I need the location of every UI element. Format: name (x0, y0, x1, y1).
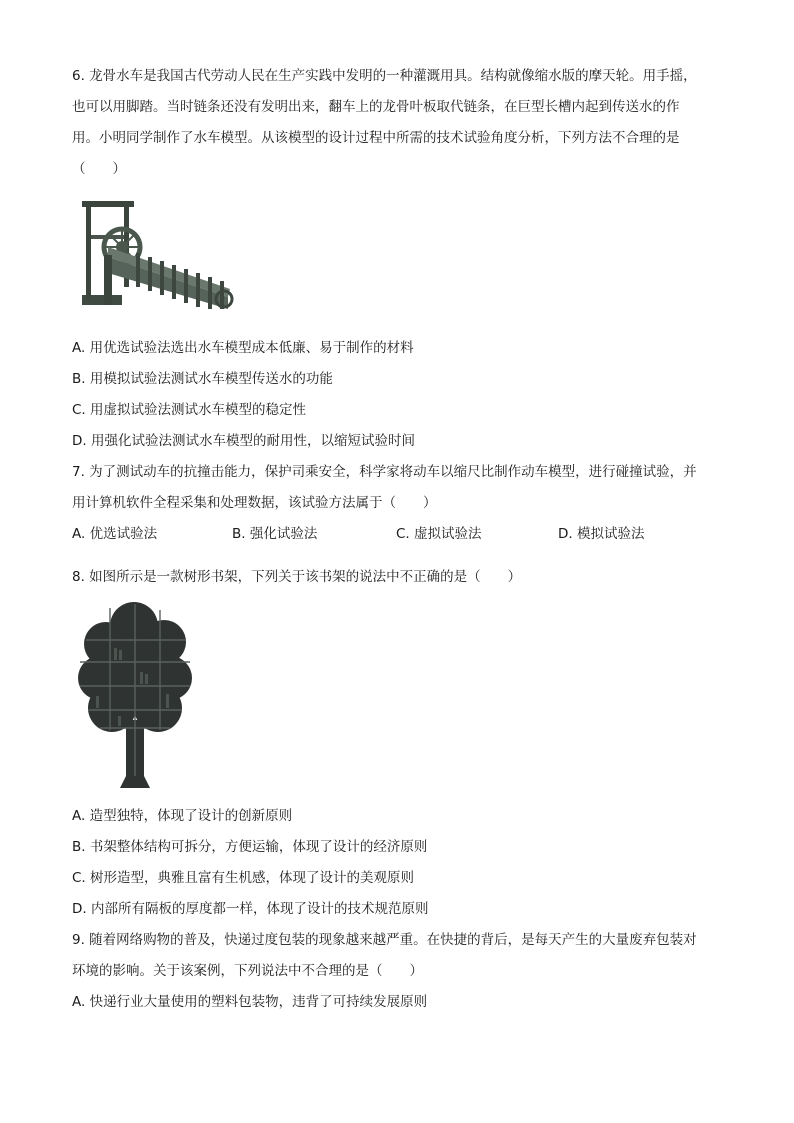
q6-option-c: C. 用虚拟试验法测试水车模型的稳定性 (72, 402, 307, 418)
q8-option-c: C. 树形造型，典雅且富有生机感，体现了设计的美观原则 (72, 870, 415, 886)
q8-option-b: B. 书架整体结构可拆分，方便运输，体现了设计的经济原则 (72, 839, 428, 855)
q6-option-d: D. 用强化试验法测试水车模型的耐用性，以缩短试验时间 (72, 433, 415, 449)
q6-stem-line-2: 也可以用脚踏。当时链条还没有发明出来，翻车上的龙骨叶板取代链条，在巨型长槽内起到传送水的作 (72, 99, 680, 115)
q6-option-b: B. 用模拟试验法测试水车模型传送水的功能 (72, 371, 333, 387)
q6-stem-line-3: 用。小明同学制作了水车模型。从该模型的设计过程中所需的技术试验角度分析，下列方法不合理的是 (72, 130, 680, 146)
q9-option-a: A. 快递行业大量使用的塑料包装物，违背了可持续发展原则 (72, 994, 428, 1010)
q7-stem-line-2: 用计算机软件全程采集和处理数据，该试验方法属于（ ） (72, 495, 437, 511)
q9-stem-line-1: 9. 随着网络购物的普及，快递过度包装的现象越来越严重。在快捷的背后，是每天产生的大量废弃包装对 (72, 932, 697, 948)
q7-option-a: A. 优选试验法 (72, 526, 158, 542)
q6-stem-line-1: 6. 龙骨水车是我国古代劳动人民在生产实践中发明的一种灌溉用具。结构就像缩水版的摩天轮。用手摇， (72, 68, 697, 84)
q6-answer-blank: （ ） (72, 161, 126, 177)
q6-option-a: A. 用优选试验法选出水车模型成本低廉、易于制作的材料 (72, 340, 414, 356)
q7-option-c: C. 虚拟试验法 (396, 526, 482, 542)
q8-option-a: A. 造型独特，体现了设计的创新原则 (72, 808, 293, 824)
q7-stem-line-1: 7. 为了测试动车的抗撞击能力，保护司乘安全，科学家将动车以缩尺比制作动车模型，进行碰撞试验，并 (72, 464, 697, 480)
tree-bookshelf-figure (78, 600, 193, 788)
q8-stem-line-1: 8. 如图所示是一款树形书架，下列关于该书架的说法中不正确的是（ ） (72, 569, 522, 585)
q7-option-d: D. 模拟试验法 (558, 526, 645, 542)
q9-stem-line-2: 环境的影响。关于该案例，下列说法中不合理的是（ ） (72, 963, 423, 979)
q7-option-b: B. 强化试验法 (232, 526, 318, 542)
water-wheel-figure (78, 195, 238, 313)
q8-option-d: D. 内部所有隔板的厚度都一样，体现了设计的技术规范原则 (72, 901, 429, 917)
